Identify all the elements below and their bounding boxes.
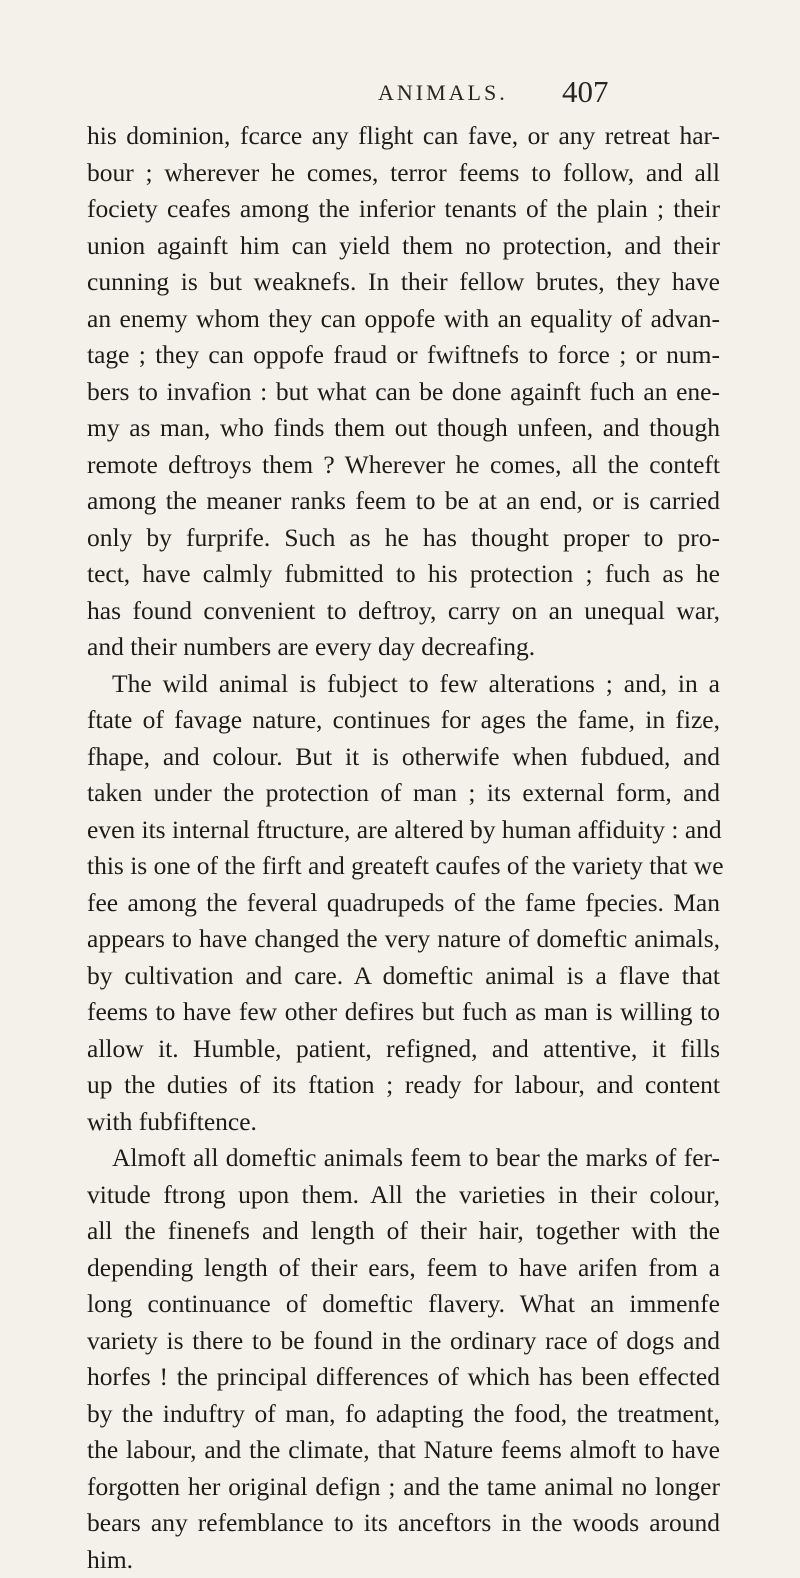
running-head-title: ANIMALS.: [378, 78, 508, 108]
text-line: by the induftry of man, fo adapting the food, the treatment,: [87, 1396, 720, 1433]
text-line: bour ; wherever he comes, terror feems to follow, and all: [87, 155, 720, 192]
text-line: feems to have few other defires but fuch as man is willing to: [87, 994, 720, 1031]
text-line: Almoft all domeftic animals feem to bear the marks of fer-: [87, 1140, 720, 1177]
text-line: even its internal ftructure, are altered by human affiduity : and: [87, 812, 720, 849]
text-line: tect, have calmly fubmitted to his protection ; fuch as he: [87, 556, 720, 593]
text-line: cunning is but weaknefs. In their fellow brutes, they have: [87, 264, 720, 301]
paragraph: [87, 1140, 720, 1578]
text-line: the labour, and the climate, that Nature feems almoft to have: [87, 1432, 720, 1469]
text-line: his dominion, fcarce any flight can fave, or any retreat har-: [87, 118, 720, 155]
text-line: remote deftroys them ? Wherever he comes, all the conteft: [87, 447, 720, 484]
text-line: an enemy whom they can oppofe with an equality of advan-: [87, 301, 720, 338]
body-text: [87, 118, 720, 1578]
text-line: and their numbers are every day decreafing.: [87, 629, 720, 666]
text-line: bears any refemblance to its anceftors in the woods around: [87, 1505, 720, 1542]
text-line: variety is there to be found in the ordinary race of dogs and: [87, 1323, 720, 1360]
paragraph: [87, 666, 720, 1141]
text-line: all the finenefs and length of their hair, together with the: [87, 1213, 720, 1250]
text-line: depending length of their ears, feem to have arifen from a: [87, 1250, 720, 1287]
page-number: 407: [562, 76, 609, 108]
text-line: has found convenient to deftroy, carry on an unequal war,: [87, 593, 720, 630]
text-line: with fubfiftence.: [87, 1104, 720, 1141]
text-line: ftate of favage nature, continues for ages the fame, in fize,: [87, 702, 720, 739]
text-line: appears to have changed the very nature of domeftic animals,: [87, 921, 720, 958]
text-line: long continuance of domeftic flavery. What an immenfe: [87, 1286, 720, 1323]
text-line: bers to invafion : but what can be done againft fuch an ene-: [87, 374, 720, 411]
text-line: fhape, and colour. But it is otherwife when fubdued, and: [87, 739, 720, 776]
text-line: by cultivation and care. A domeftic animal is a flave that: [87, 958, 720, 995]
text-line: The wild animal is fubject to few alterations ; and, in a: [87, 666, 720, 703]
text-line: taken under the protection of man ; its external form, and: [87, 775, 720, 812]
text-line: among the meaner ranks feem to be at an end, or is carried: [87, 483, 720, 520]
text-line: horfes ! the principal differences of which has been effected: [87, 1359, 720, 1396]
text-line: tage ; they can oppofe fraud or fwiftnefs to force ; or num-: [87, 337, 720, 374]
text-line: up the duties of its ftation ; ready for labour, and content: [87, 1067, 720, 1104]
text-line: him.: [87, 1542, 720, 1578]
text-line: this is one of the firft and greateft caufes of the variety that we: [87, 848, 720, 885]
text-line: forgotten her original defign ; and the tame animal no longer: [87, 1469, 720, 1506]
text-line: fee among the feveral quadrupeds of the fame fpecies. Man: [87, 885, 720, 922]
running-head: [0, 78, 800, 108]
text-line: allow it. Humble, patient, refigned, and attentive, it fills: [87, 1031, 720, 1068]
text-line: fociety ceafes among the inferior tenants of the plain ; their: [87, 191, 720, 228]
text-line: only by furprife. Such as he has thought proper to pro-: [87, 520, 720, 557]
text-line: vitude ftrong upon them. All the varieties in their colour,: [87, 1177, 720, 1214]
text-line: union againft him can yield them no protection, and their: [87, 228, 720, 265]
paragraph-container: [87, 118, 720, 1578]
paragraph: [87, 118, 720, 666]
text-line: my as man, who finds them out though unfeen, and though: [87, 410, 720, 447]
